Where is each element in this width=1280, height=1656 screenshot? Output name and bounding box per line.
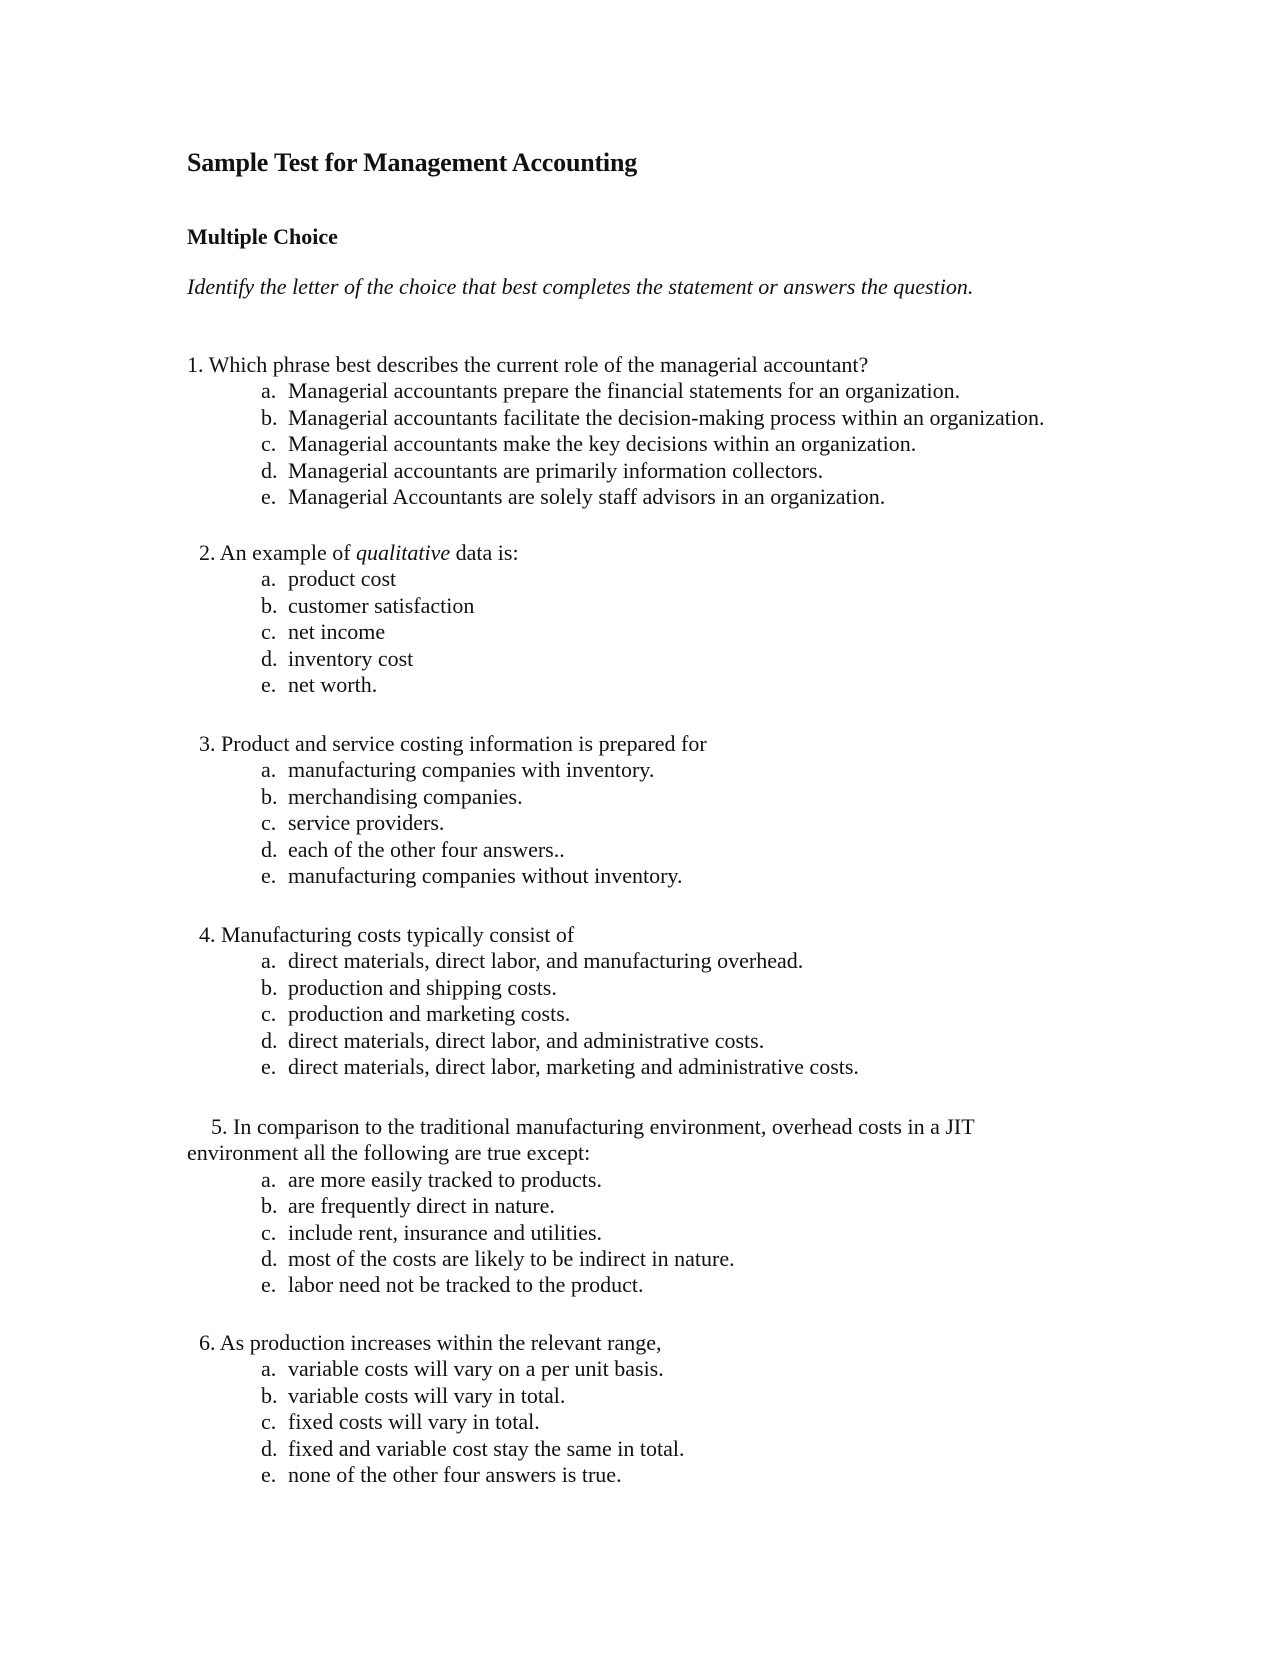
choice-b [261, 405, 1087, 431]
choice-letter: d. [261, 457, 278, 483]
question-stem [187, 731, 1087, 757]
question-number: 4. [199, 922, 216, 947]
choice-a [261, 1167, 1007, 1193]
choice-d [261, 646, 1087, 672]
choice-letter: c. [261, 810, 277, 836]
choice-text: each of the other four answers.. [288, 836, 565, 862]
choice-text: are more easily tracked to products. [288, 1166, 602, 1192]
choice-text: manufacturing companies with inventory. [288, 757, 655, 783]
choice-letter: d. [261, 1246, 278, 1272]
choice-d [261, 1246, 1007, 1272]
choice-letter: a. [261, 1166, 277, 1192]
choice-letter: b. [261, 1193, 278, 1219]
choice-text: variable costs will vary in total. [288, 1382, 566, 1408]
choice-e [261, 1054, 1087, 1080]
choice-letter: c. [261, 1219, 277, 1245]
question-number: 3. [199, 731, 216, 756]
choice-e [261, 1462, 1087, 1488]
question-text-before: An example of [219, 540, 357, 565]
choice-letter: c. [261, 1001, 277, 1027]
choice-text: direct materials, direct labor, and administrative costs. [288, 1027, 765, 1053]
choice-letter: e. [261, 484, 277, 510]
choice-letter: b. [261, 1382, 278, 1408]
question-text: Product and service costing information is prepared for [221, 731, 707, 756]
page-title: Sample Test for Management Accounting [187, 148, 638, 177]
choice-text: labor need not be tracked to the product. [288, 1272, 644, 1298]
choice-text: fixed and variable cost stay the same in total. [288, 1435, 685, 1461]
question-6 [187, 1330, 1087, 1488]
choice-b [261, 593, 1087, 619]
choice-text: Managerial accountants are primarily information collectors. [288, 457, 824, 483]
choice-text: net worth. [288, 672, 378, 698]
question-stem [187, 922, 1087, 948]
question-number: 5. [211, 1114, 228, 1139]
choice-text: most of the costs are likely to be indirect in nature. [288, 1246, 735, 1272]
choice-letter: b. [261, 783, 278, 809]
choice-d [261, 837, 1087, 863]
choice-text: Managerial accountants make the key decisions within an organization. [288, 431, 917, 457]
choice-text: merchandising companies. [288, 783, 523, 809]
choice-letter: d. [261, 1027, 278, 1053]
question-text: As production increases within the relevant range, [219, 1330, 662, 1355]
question-3 [187, 731, 1087, 889]
choice-letter: a. [261, 378, 277, 404]
choice-b [261, 975, 1087, 1001]
choice-e [261, 484, 1087, 510]
choice-list [187, 1356, 1087, 1488]
choice-text: Managerial Accountants are solely staff advisors in an organization. [288, 484, 886, 510]
choice-letter: e. [261, 863, 277, 889]
question-4 [187, 922, 1087, 1080]
choice-text: are frequently direct in nature. [288, 1193, 555, 1219]
choice-e [261, 863, 1087, 889]
choice-text: net income [288, 619, 386, 645]
choice-a [261, 1356, 1087, 1382]
choice-list [187, 1167, 1007, 1299]
choice-c [261, 1001, 1087, 1027]
choice-letter: a. [261, 757, 277, 783]
choice-letter: e. [261, 1272, 277, 1298]
choice-letter: e. [261, 1462, 277, 1488]
choice-b [261, 1383, 1087, 1409]
question-text-emphasis: qualitative [356, 540, 451, 565]
choice-text: inventory cost [288, 645, 414, 671]
question-text: Manufacturing costs typically consist of [221, 922, 575, 947]
choice-c [261, 1220, 1007, 1246]
choice-text: customer satisfaction [288, 592, 475, 618]
choice-text: product cost [288, 566, 397, 592]
choice-letter: b. [261, 592, 278, 618]
choice-e [261, 672, 1087, 698]
question-5 [187, 1114, 1007, 1299]
choice-d [261, 1028, 1087, 1054]
question-2 [187, 540, 1087, 698]
choice-a [261, 757, 1087, 783]
choice-text: Managerial accountants facilitate the decision-making process within an organization. [288, 404, 1045, 430]
question-stem [187, 540, 1087, 566]
section-heading: Multiple Choice [187, 224, 338, 249]
choice-list [187, 378, 1087, 510]
choice-c [261, 431, 1087, 457]
choice-list [187, 757, 1087, 889]
choice-letter: c. [261, 619, 277, 645]
instructions-text: Identify the letter of the choice that best completes the statement or answers the question. [187, 274, 974, 299]
choice-d [261, 1436, 1087, 1462]
choice-text: service providers. [288, 810, 445, 836]
choice-list [187, 948, 1087, 1080]
choice-e [261, 1272, 1007, 1298]
choice-text: variable costs will vary on a per unit basis. [288, 1356, 664, 1382]
choice-list [187, 566, 1087, 698]
choice-c [261, 1409, 1087, 1435]
choice-c [261, 619, 1087, 645]
choice-text: production and marketing costs. [288, 1001, 571, 1027]
choice-letter: e. [261, 672, 277, 698]
choice-text: direct materials, direct labor, marketing and administrative costs. [288, 1054, 859, 1080]
choice-letter: a. [261, 566, 277, 592]
question-1 [187, 352, 1087, 510]
choice-letter: c. [261, 1409, 277, 1435]
question-text-after: data is: [450, 540, 519, 565]
choice-text: none of the other four answers is true. [288, 1462, 622, 1488]
choice-b [261, 784, 1087, 810]
question-stem [187, 1114, 1007, 1167]
choice-letter: d. [261, 836, 278, 862]
choice-letter: b. [261, 974, 278, 1000]
choice-text: manufacturing companies without inventory. [288, 863, 683, 889]
choice-b [261, 1193, 1007, 1219]
choice-text: direct materials, direct labor, and manufacturing overhead. [288, 948, 804, 974]
question-text: Which phrase best describes the current role of the managerial accountant? [208, 352, 869, 377]
choice-a [261, 378, 1087, 404]
choice-letter: b. [261, 404, 278, 430]
choice-letter: a. [261, 1356, 277, 1382]
choice-d [261, 458, 1087, 484]
choice-letter: d. [261, 1435, 278, 1461]
choice-letter: e. [261, 1054, 277, 1080]
choice-a [261, 566, 1087, 592]
choice-letter: c. [261, 431, 277, 457]
choice-text: production and shipping costs. [288, 974, 557, 1000]
choice-text: fixed costs will vary in total. [288, 1409, 540, 1435]
question-stem [187, 352, 1087, 378]
question-number: 2. [199, 540, 216, 565]
question-number: 6. [199, 1330, 216, 1355]
question-number: 1. [187, 352, 204, 377]
choice-text: Managerial accountants prepare the financial statements for an organization. [288, 378, 961, 404]
choice-letter: a. [261, 948, 277, 974]
choice-text: include rent, insurance and utilities. [288, 1219, 603, 1245]
choice-letter: d. [261, 645, 278, 671]
choice-a [261, 948, 1087, 974]
choice-c [261, 810, 1087, 836]
question-stem [187, 1330, 1087, 1356]
question-text: In comparison to the traditional manufacturing environment, overhead costs in a JIT environment all the following are true except: [187, 1114, 975, 1166]
